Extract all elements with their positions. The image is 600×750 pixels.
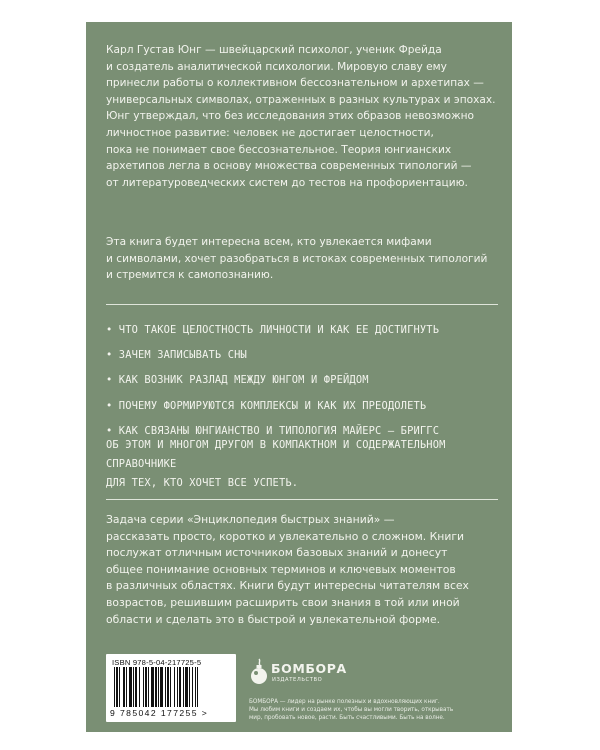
- barcode-bar: [129, 667, 132, 707]
- barcode-bar: [116, 667, 118, 707]
- barcode-bar: [133, 667, 134, 707]
- about-line: пока не понимает свое бессознательное. Теория юнгианских: [106, 143, 452, 156]
- topic-item: • КАК ВОЗНИК РАЗЛАД МЕЖДУ ЮНГОМ И ФРЕЙДОМ: [106, 374, 369, 387]
- about-line: и создатель аналитической психологии. Мировую славу ему: [106, 60, 447, 73]
- publisher-tagline: [249, 698, 501, 722]
- divider-top: [106, 304, 498, 305]
- barcode-bar: [177, 667, 178, 707]
- about-line: Карл Густав Юнг — швейцарский психолог, ученик Фрейда: [106, 44, 442, 56]
- barcode-bar: [189, 667, 190, 707]
- bomb-icon: [249, 658, 269, 686]
- publisher-logo: [249, 658, 359, 690]
- isbn-label: ISBN 978-5-04-217725-5: [112, 658, 202, 667]
- about-line: Юнг утверждал, что без исследования этих образов невозможно: [106, 110, 475, 123]
- about-line: принесли работы о коллективном бессознательном и архетипах —: [106, 77, 484, 90]
- back-cover: [86, 22, 512, 732]
- about-line: личностное развитие: человек не достигает целостности,: [106, 126, 434, 139]
- series-line: общее понимание основных терминов и ключевых моментов: [106, 562, 456, 576]
- series-line: рассказать просто, коротко и увлекательно о сложном. Книги: [106, 529, 465, 543]
- barcode-bar: [139, 667, 140, 707]
- barcode-bar: [179, 667, 181, 707]
- barcode-bar: [145, 667, 147, 707]
- topic-item: • ПОЧЕМУ ФОРМИРУЮТСЯ КОМПЛЕКСЫ И КАК ИХ ПРЕОДОЛЕТЬ: [106, 399, 427, 412]
- audience-paragraph: [106, 234, 498, 284]
- series-line: послужат отличным источником базовых знаний и донесут: [106, 546, 448, 560]
- barcode-bar: [192, 667, 193, 707]
- barcode-bar: [143, 667, 144, 707]
- divider-bottom: [106, 499, 498, 500]
- audience-line: и стремится к самопознанию.: [106, 269, 274, 282]
- barcode-bar: [123, 667, 125, 707]
- barcode-bar: [174, 667, 175, 707]
- barcode-bar: [135, 667, 137, 707]
- about-paragraph: [106, 42, 498, 191]
- publisher-subtitle: ИЗДАТЕЛЬСТВО: [272, 677, 323, 683]
- barcode-bar: [151, 667, 154, 707]
- publisher-name: БОМБОРА: [271, 661, 347, 676]
- barcode-bar: [119, 667, 120, 707]
- topics-list: [106, 318, 506, 444]
- series-line: Задача серии «Энциклопедия быстрых знаний» —: [106, 513, 395, 526]
- tagline-line: мир, пробовать новое, расти. Быть счастливыми. Быть на волне.: [249, 715, 445, 721]
- about-line: от литературоведческих систем до тестов на профориентацию.: [106, 176, 468, 189]
- barcode-bar: [165, 667, 166, 707]
- about-line: архетипов легла в основу множества современных типологий —: [106, 160, 472, 173]
- barcode-bar: [158, 667, 159, 707]
- barcode-bar: [185, 667, 188, 707]
- summary-line: ОБ ЭТОМ И МНОГОМ ДРУГОМ В КОМПАКТНОМ И СОДЕРЖАТЕЛЬНОМ СПРАВОЧНИКЕ: [106, 439, 446, 470]
- barcode-bar: [170, 667, 171, 707]
- series-line: области и сделать это в быстрой и увлекательной форме.: [106, 612, 441, 626]
- barcode-bar: [126, 667, 127, 707]
- barcode-bar: [160, 667, 163, 707]
- about-line: универсальных символах, отраженных в разных культурах и эпохах.: [106, 93, 496, 106]
- topic-item: • ЗАЧЕМ ЗАПИСЫВАТЬ СНЫ: [106, 349, 247, 362]
- summary-text: [106, 436, 502, 493]
- barcode-bar: [167, 667, 169, 707]
- barcode-digits: 9 785042 177255 >: [110, 708, 209, 718]
- barcode-bar: [148, 667, 149, 707]
- barcode-bar: [183, 667, 184, 707]
- summary-line: ДЛЯ ТЕХ, КТО ХОЧЕТ ВСЕ УСПЕТЬ.: [106, 477, 299, 489]
- tagline-line: БОМБОРА — лидер на рынке полезных и вдохновляющих книг.: [249, 699, 440, 705]
- barcode-bar: [197, 667, 198, 707]
- series-line: в различных областях. Книги будут интересны читателям всех: [106, 579, 469, 593]
- tagline-line: Мы любим книги и создаем их, чтобы вы могли творить, открывать: [249, 707, 454, 713]
- barcode-bar: [195, 667, 196, 707]
- topic-item: • ЧТО ТАКОЕ ЦЕЛОСТНОСТЬ ЛИЧНОСТИ И КАК ЕЕ ДОСТИГНУТЬ: [106, 324, 440, 336]
- barcode: [106, 654, 236, 722]
- barcode-bar: [114, 667, 115, 707]
- series-paragraph: [106, 512, 498, 628]
- series-line: возрастов, решившим расширить свои знания в той или иной: [106, 595, 460, 609]
- audience-line: Эта книга будет интересна всем, кто увлекается мифами: [106, 236, 432, 248]
- barcode-bar: [155, 667, 157, 707]
- topic-item: • КАК СВЯЗАНЫ ЮНГИАНСТВО И ТИПОЛОГИЯ МАЙЕРС — БРИГГС: [106, 424, 440, 437]
- audience-line: и символами, хочет разобраться в истоках современных типологий: [106, 252, 488, 265]
- barcode-bars: [112, 667, 230, 707]
